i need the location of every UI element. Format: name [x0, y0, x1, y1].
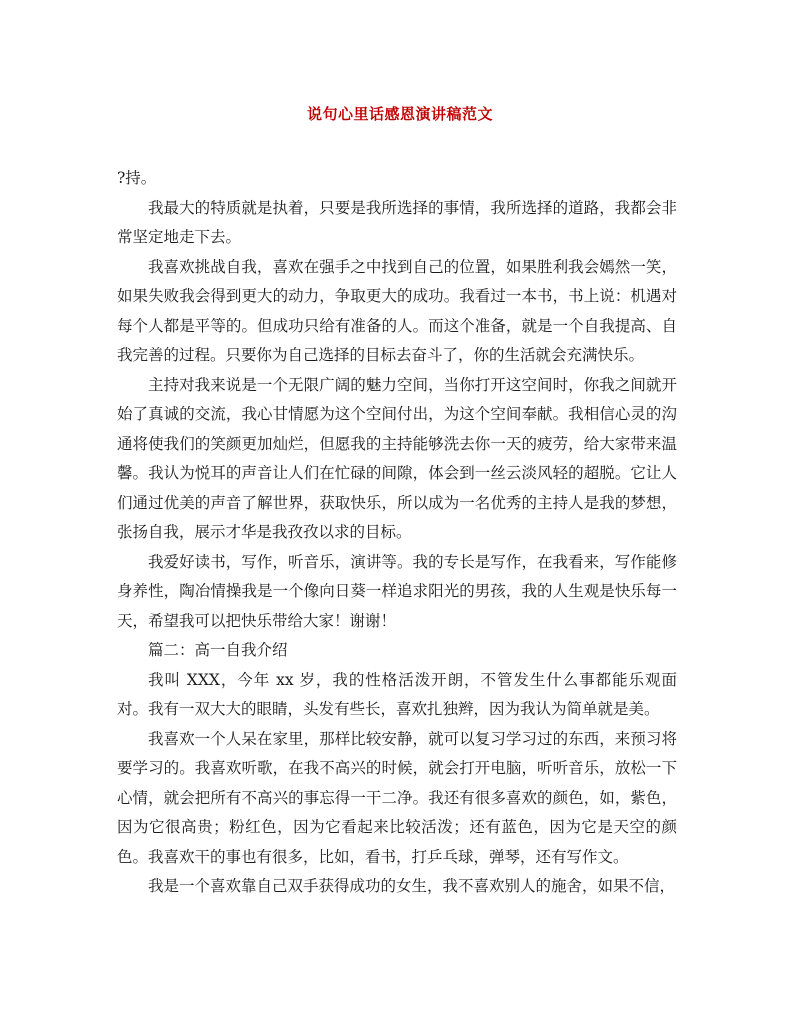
paragraph: 我是一个喜欢靠自己双手获得成功的女生，我不喜欢别人的施舍，如果不信， — [148, 877, 676, 895]
paragraph: 我爱好读书，写作，听音乐，演讲等。我的专长是写作，在我看来，写作能修身养性，陶冶情操我是一个像向日葵一样追求阳光的男孩，我的人生观是快乐每一天，希望我可以把快乐带给大家！谢谢！ — [117, 552, 677, 630]
paragraph: 我喜欢一个人呆在家里，那样比较安静，就可以复习学习过的东西，来预习将要学习的。我喜欢听歌，在我不高兴的时候，就会打开电脑，听听音乐，放松一下心情，就会把所有不高兴的事忘得一干二净。我还有很多喜欢的颜色，如，紫色，因为它很高贵；粉红色，因为它看起来比较活泼；还有蓝色，因为它是天空的颜色。我喜欢干的事也有很多，比如，看书，打乒乓球，弹琴，还有写作文。 — [117, 729, 677, 866]
paragraph: 主持对我来说是一个无限广阔的魅力空间，当你打开这空间时，你我之间就开始了真诚的交流，我心甘情愿为这个空间付出，为这个空间奉献。我相信心灵的沟通将使我们的笑颜更加灿烂，但愿我的主持能够洗去你一天的疲劳，给大家带来温馨。我认为悦耳的声音让人们在忙碌的间隙，体会到一丝云淡风轻的超脱。它让人们通过优美的声音了解世界，获取快乐，所以成为一名优秀的主持人是我的梦想，张扬自我，展示才华是我孜孜以求的目标。 — [117, 375, 677, 541]
paragraph: ?持。 — [117, 169, 157, 187]
paragraph: 我最大的特质就是执着，只要是我所选择的事情，我所选择的道路，我都会非常坚定地走下去。 — [117, 198, 677, 246]
paragraph: 我叫 XXX，今年 xx 岁，我的性格活泼开朗，不管发生什么事都能乐观面对。我有一双大大的眼睛，头发有些长，喜欢扎独辫，因为我认为简单就是美。 — [117, 670, 677, 718]
document-title: 说句心里话感恩演讲稿范文 — [306, 105, 493, 123]
paragraph: 我喜欢挑战自我，喜欢在强手之中找到自己的位置，如果胜利我会嫣然一笑，如果失败我会得到更大的动力，争取更大的成功。我看过一本书，书上说：机遇对每个人都是平等的。但成功只给有准备的人。而这个准备，就是一个自我提高、自我完善的过程。只要你为自己选择的目标去奋斗了，你的生活就会充满快乐。 — [117, 257, 677, 364]
document-body — [117, 164, 677, 902]
paragraph: 篇二：高一自我介绍 — [148, 641, 288, 659]
